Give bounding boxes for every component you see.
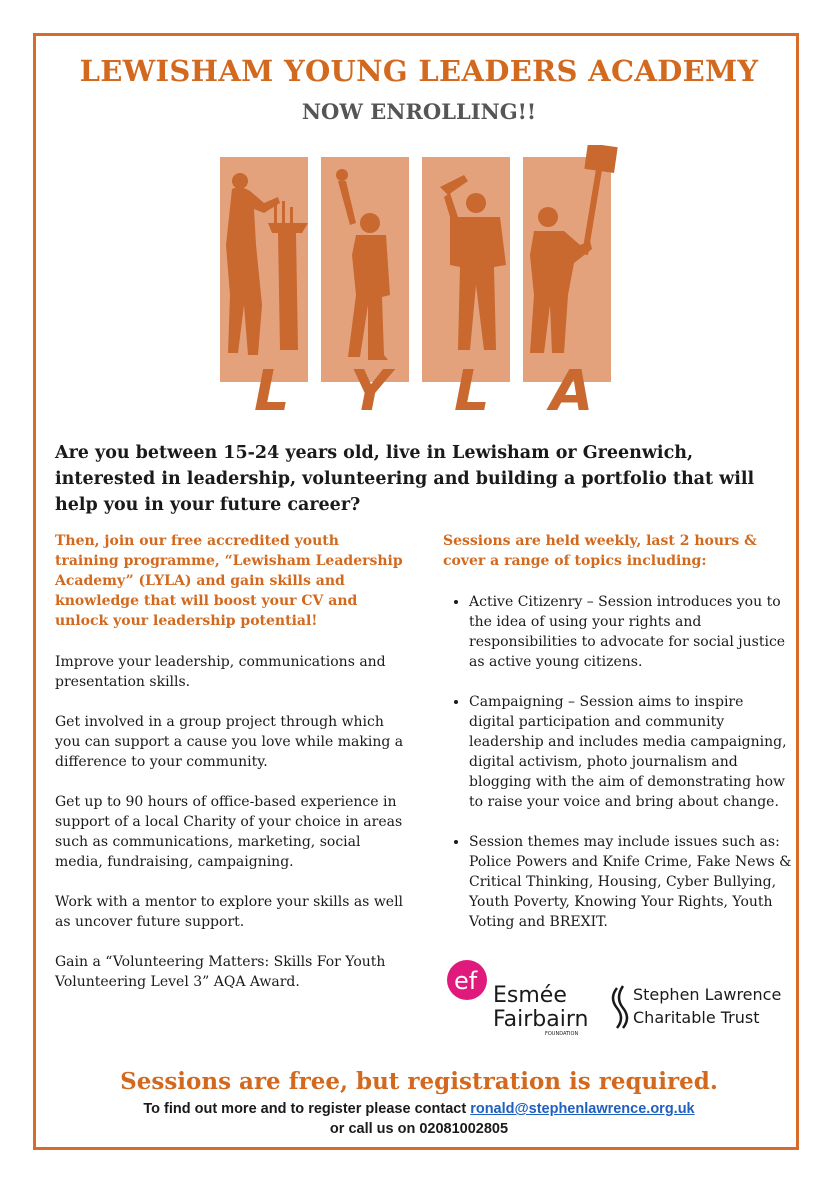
phone-line: or call us on 02081002805 — [329, 1121, 509, 1137]
page-title: LEWISHAM YOUNG LEADERS ACADEMY — [79, 54, 759, 88]
slct-line1: Stephen Lawrence — [633, 985, 782, 1004]
contact-info — [0, 1099, 838, 1139]
lyla-logo — [218, 145, 618, 415]
esmee-fairbairn-logo — [447, 960, 588, 1037]
slct-line2: Charitable Trust — [633, 1008, 760, 1027]
list-item: • Session themes may include issues such as: Police Powers and Knife Crime, Fake News & Critical Thinking, Housing, Cyber Bullying, Youth Poverty, Knowing Your Rights, Youth Voting and BREXIT. — [469, 832, 793, 932]
logo-letter-l1: L — [254, 359, 290, 415]
right-column — [443, 531, 793, 952]
left-lead: Then, join our free accredited youth training programme, “Lewisham Leadership Academy” (LYLA) and gain skills and knowledge that will boost your CV and unlock your leadership potential! — [55, 533, 403, 629]
list-item: • Active Citizenry – Session introduces you to the idea of using your rights and responsibilities to advocate for social justice as active young citizens. — [469, 592, 793, 672]
esmee-line1: Esmée — [493, 983, 567, 1008]
contact-prefix: To find out more and to register please contact — [143, 1101, 471, 1117]
page-subtitle: NOW ENROLLING!! — [301, 99, 537, 124]
intro-question: Are you between 15-24 years old, live in Lewisham or Greenwich, interested in leadership, volunteering and building a portfolio that will help you in your future career? — [55, 443, 755, 515]
list-item: • Campaigning – Session aims to inspire digital participation and community leadership and includes media campaigning, digital activism, photo journalism and blogging with the aim of demonstrating how to raise your voice and bring about change. — [469, 692, 793, 812]
registration-cta: Sessions are free, but registration is required. — [120, 1068, 718, 1095]
left-paragraph: Improve your leadership, communications and presentation skills. — [55, 654, 386, 690]
right-lead: Sessions are held weekly, last 2 hours & cover a range of topics including: — [443, 533, 757, 569]
logo-letter-l2: L — [454, 359, 490, 415]
ef-mark: ef — [454, 967, 478, 995]
esmee-line3: FOUNDATION — [545, 1031, 579, 1037]
topics-list — [443, 592, 793, 932]
logo-letter-y: Y — [350, 359, 391, 415]
esmee-line2: Fairbairn — [493, 1007, 589, 1032]
left-paragraph: Gain a “Volunteering Matters: Skills For Youth Volunteering Level 3” AQA Award. — [55, 954, 386, 990]
logo-letter-a: A — [550, 359, 594, 415]
stephen-lawrence-logo — [613, 985, 781, 1028]
left-column — [55, 531, 405, 1012]
slct-emblem-icon — [613, 986, 627, 1028]
left-paragraph: Get involved in a group project through which you can support a cause you love while making a difference to your community. — [55, 714, 404, 770]
left-paragraph: Work with a mentor to explore your skills as well as uncover future support. — [55, 894, 404, 930]
sponsor-logos — [445, 958, 795, 1038]
left-paragraph: Get up to 90 hours of office-based experience in support of a local Charity of your choice in areas such as communications, marketing, social media, fundraising, campaigning. — [55, 794, 403, 870]
email-link[interactable]: ronald@stephenlawrence.org.uk — [470, 1101, 695, 1117]
